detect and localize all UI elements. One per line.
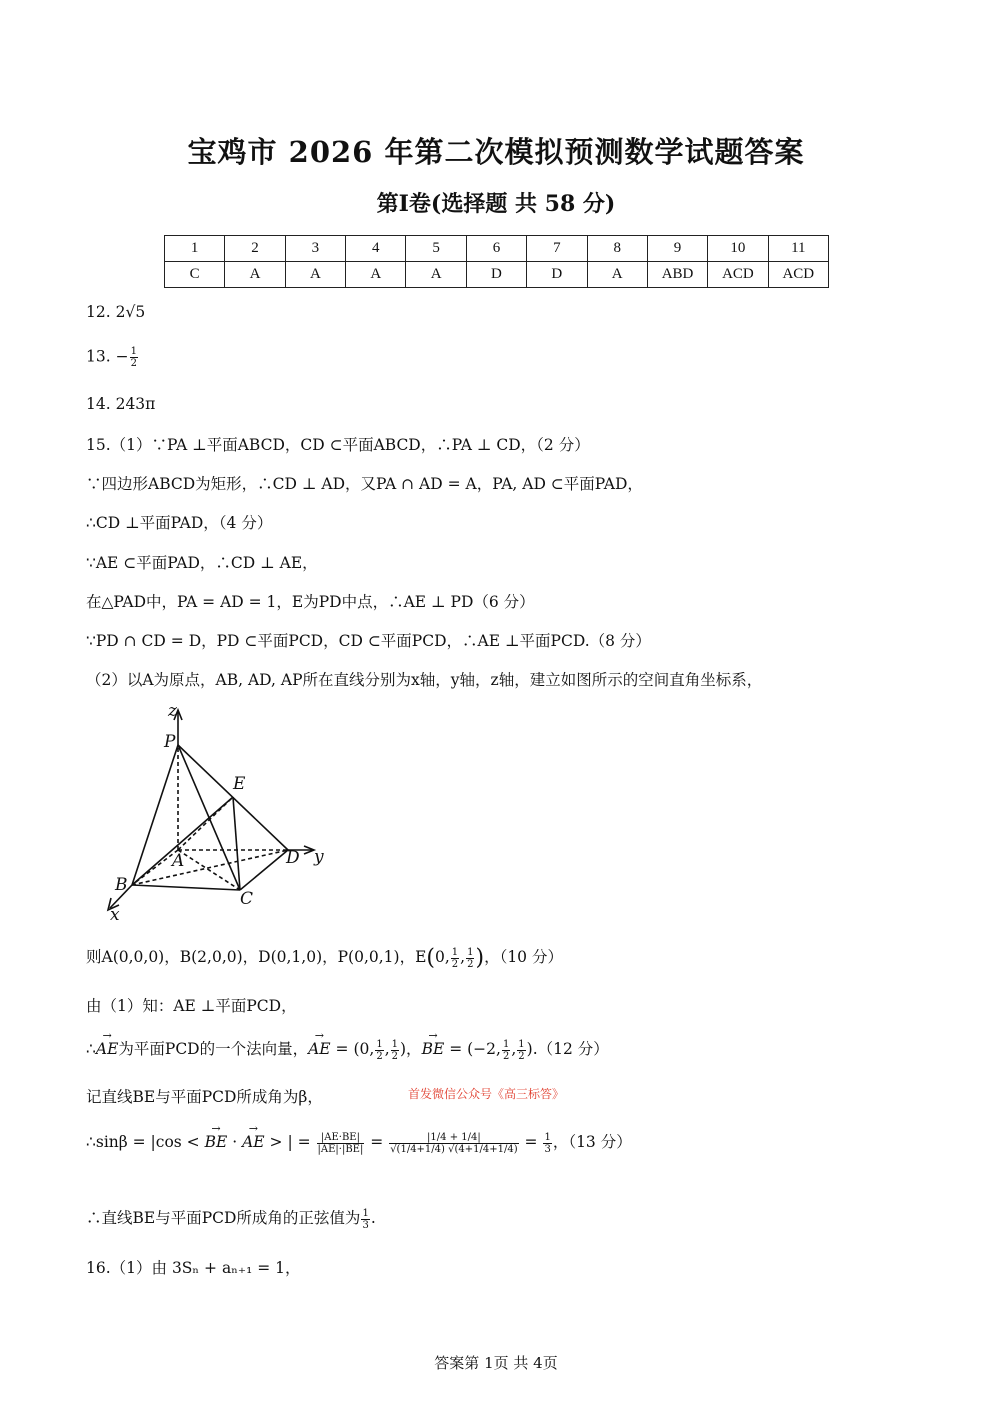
answer-table	[164, 235, 829, 288]
solution-15-line-3: ∴CD ⊥平面PAD，（4 分）	[86, 514, 273, 532]
vector-AE: → AE	[308, 1040, 331, 1058]
answer-cell: A	[346, 262, 406, 288]
answer-number-row	[165, 236, 829, 262]
fraction: $\frac{1}{3}$	[544, 1131, 551, 1155]
fraction: $\frac{1}{2}$	[391, 1038, 398, 1062]
label-E: E	[233, 774, 246, 794]
edge-BC	[132, 885, 240, 890]
label-B: B	[115, 875, 128, 895]
conclusion-line: ∴直线BE与平面PCD所成角的正弦值为 $\frac{1}{3}$ .	[86, 1207, 376, 1231]
question-number-cell: 5	[406, 236, 466, 262]
watermark-text: 首发微信公众号《高三标答》	[408, 1087, 565, 1101]
answer-14: 14. 243π	[86, 395, 156, 413]
solution-15-line-1: 15.（1）∵PA ⊥平面ABCD，CD ⊂平面ABCD，∴PA ⊥ CD，（2 分）	[86, 436, 590, 454]
fraction: $\frac{|AE\cdot BE|}{|AE|\cdot|BE|}$	[317, 1131, 364, 1155]
label-y: y	[314, 847, 324, 867]
normal-vector-line: ∴→ AE为平面PCD的一个法向量，→ AE = (0, $\frac{1}{2}$ , $\frac{1}{2}$ )，→ BE = (−2, $\frac{1}{2}$ , $\frac{1}{2}$ ).（12 分）	[86, 1037, 609, 1062]
solution-15-line-2: ∵四边形ABCD为矩形，∴CD ⊥ AD，又PA ∩ AD = A，PA, AD ⊂平面PAD，	[86, 475, 643, 493]
vector-BE: → BE	[422, 1040, 445, 1058]
fraction: $\frac{1}{2}$	[518, 1038, 525, 1062]
question-number-cell: 11	[768, 236, 828, 262]
section-subtitle: 第Ⅰ卷(选择题 共 58 分)	[376, 191, 616, 217]
label-x: x	[110, 905, 120, 925]
solution-15-line-4: ∵AE ⊂平面PAD，∴CD ⊥ AE，	[86, 554, 318, 572]
question-number-cell: 8	[587, 236, 647, 262]
label-C: C	[240, 889, 254, 909]
label-A: A	[172, 851, 185, 871]
pyramid-coordinate-figure	[100, 700, 340, 925]
edge-AE	[178, 797, 233, 850]
answer-13-prefix: 13. −	[86, 347, 129, 366]
label-P: P	[164, 732, 176, 752]
question-number-cell: 10	[708, 236, 768, 262]
question-number-cell: 6	[466, 236, 526, 262]
fraction: $\frac{1}{2}$	[502, 1038, 510, 1062]
page-footer: 答案第 1页 共 4页	[434, 1354, 558, 1372]
fraction: $\frac{1}{2}$	[376, 1038, 383, 1062]
answer-letter-row	[165, 262, 829, 288]
answer-12: 12. 2√5	[86, 303, 146, 321]
answer-cell: ACD	[708, 262, 768, 288]
solution-16-line: 16.（1）由 3Sₙ + aₙ₊₁ = 1，	[86, 1259, 301, 1277]
answer-cell: ACD	[768, 262, 828, 288]
by-part-1-line: 由（1）知：AE ⊥平面PCD，	[86, 997, 297, 1015]
label-D: D	[286, 848, 300, 868]
fraction: $\frac{1}{2}$	[130, 346, 137, 369]
fraction: $\frac{1}{3}$	[362, 1207, 369, 1231]
solution-15-part-2: （2）以A为原点，AB, AD, AP所在直线分别为x轴，y轴，z轴，建立如图所示的空间直角坐标系，	[86, 671, 763, 689]
question-number-cell: 9	[647, 236, 707, 262]
answer-13	[86, 346, 139, 369]
vector-AE: → AE	[96, 1040, 119, 1058]
coordinates-line: 则A(0,0,0)，B(2,0,0)，D(0,1,0)，P(0,0,1)，E(0, $\frac{1}{2}$ , $\frac{1}{2}$ )，（10 分）	[86, 945, 563, 971]
solution-15-line-6: ∵PD ∩ CD = D，PD ⊂平面PCD，CD ⊂平面PCD，∴AE ⊥平面PCD.（8 分）	[86, 632, 651, 650]
label-z: z	[168, 701, 177, 721]
question-number-cell: 7	[527, 236, 587, 262]
answer-cell: D	[527, 262, 587, 288]
answer-cell: C	[165, 262, 225, 288]
answer-cell: A	[406, 262, 466, 288]
question-number-cell: 2	[225, 236, 285, 262]
answer-cell: A	[587, 262, 647, 288]
sine-computation-line: ∴sinβ = |cos < → BE · → AE > | = $\frac{|AE\cdot BE|}{|AE|\cdot|BE|}$ = $\frac{|1/4 + 1/4|}{√(1/4+1/4) √(4+1/4+1/4)}$ = $\frac{1}{3}$ ，（13 分）	[86, 1130, 632, 1155]
question-number-cell: 4	[346, 236, 406, 262]
fraction: $\frac{1}{2}$	[451, 946, 459, 970]
answer-cell: D	[466, 262, 526, 288]
question-number-cell: 1	[165, 236, 225, 262]
question-number-cell: 3	[285, 236, 345, 262]
answer-cell: A	[285, 262, 345, 288]
answer-cell: ABD	[647, 262, 707, 288]
solution-15-line-5: 在△PAD中，PA = AD = 1，E为PD中点，∴AE ⊥ PD（6 分）	[86, 593, 535, 611]
fraction: $\frac{1}{2}$	[467, 946, 474, 970]
angle-definition-line: 记直线BE与平面PCD所成角为β，	[86, 1088, 323, 1106]
answer-cell: A	[225, 262, 285, 288]
page-title: 宝鸡市 2026 年第二次模拟预测数学试题答案	[187, 135, 805, 169]
fraction: $\frac{|1/4 + 1/4|}{√(1/4+1/4) √(4+1/4+1/4)}$	[390, 1131, 518, 1155]
